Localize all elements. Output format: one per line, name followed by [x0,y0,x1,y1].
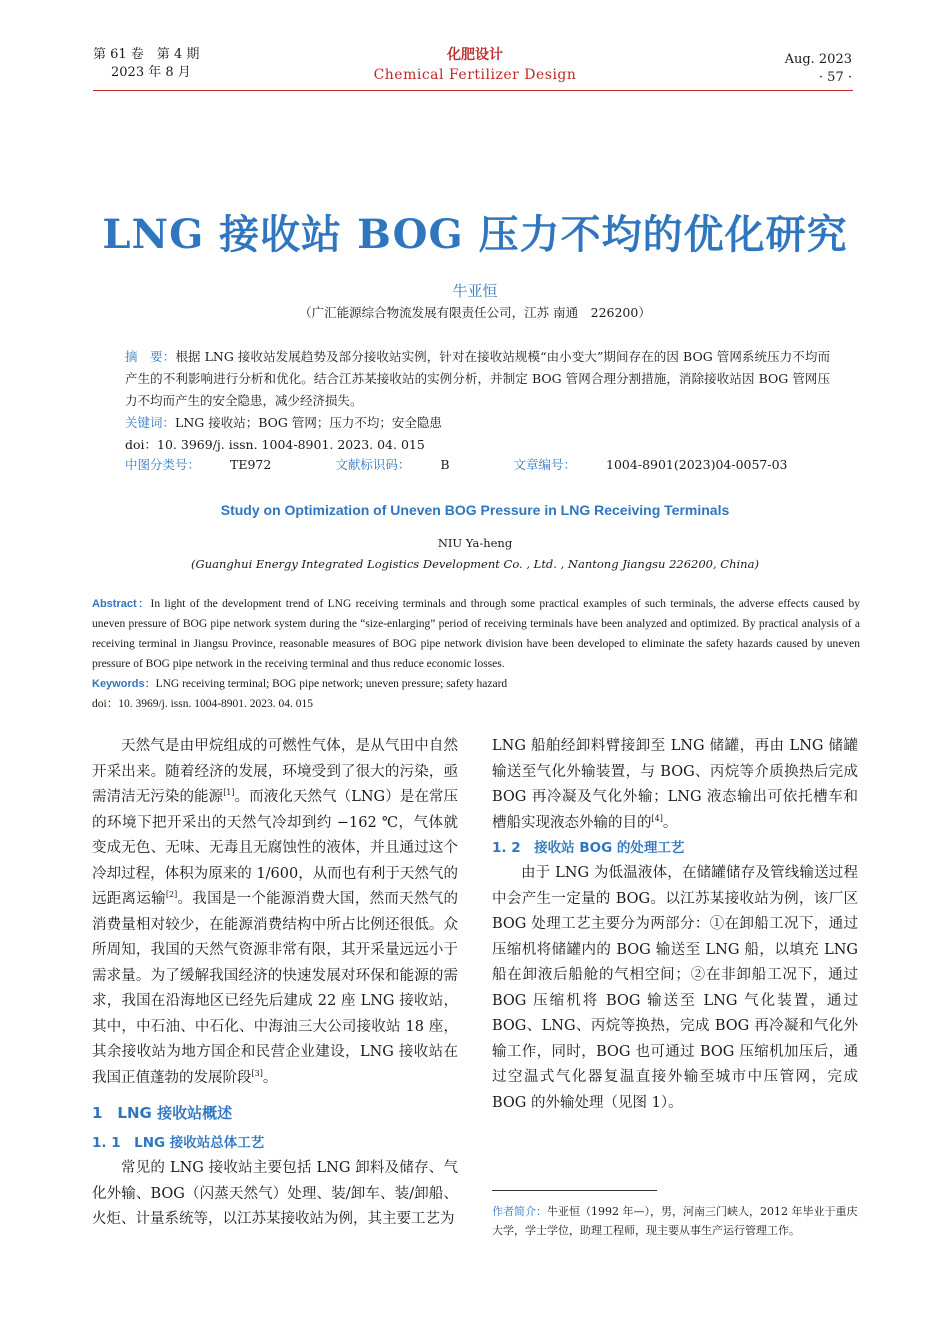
keywords-en-label: Keywords： [92,678,156,690]
classification-row [125,455,848,473]
section-1-heading: 1 LNG 接收站概述 [92,1104,233,1122]
section-1-2-heading: 1. 2 接收站 BOG 的处理工艺 [492,840,685,856]
section-1-1-continued [492,734,858,836]
clc-value: TE972 [230,457,272,472]
abstract-en-body [92,594,860,674]
page-number: · 57 · [818,70,852,85]
author-footnote [492,1202,858,1240]
abstract-label: 摘 要： [125,349,176,364]
document-code [335,457,479,472]
citation-4: [4] [651,813,663,823]
header-divider [93,90,853,91]
section-1-1-heading: 1. 1 LNG 接收站总体工艺 [92,1135,265,1151]
abstract-cn-body [125,346,830,412]
paper-title: LNG 接收站 BOG 压力不均的优化研究 [102,211,848,258]
issue-date: 2023 年 8 月 [111,65,191,80]
keywords-en [92,674,860,694]
citation-2: [2] [165,890,178,900]
abstract-en [92,594,860,714]
author-affiliation-en: (Guanghui Energy Integrated Logistics Development Co. , Ltd. , Nantong Jiangsu 226200, China) [191,557,759,571]
section-1-1-text: 常见的 LNG 接收站主要包括 LNG 卸料及储存、气化外输、BOG（闪蒸天然气）处理、装/卸车、装/卸船、火炬、计量系统等，以江苏某接收站为例，其主要工艺为 [92,1160,458,1227]
document-code-label: 文献标识码： [335,457,411,472]
document-code-value: B [440,457,450,472]
footnote-text: 牛亚恒（1992 年—），男，河南三门峡人，2012 年毕业于重庆大学，学士学位，助理工程师，现主要从事生产运行管理工作。 [492,1205,858,1237]
keywords-label: 关键词： [125,415,176,430]
article-number-value: 1004-8901(2023)04-0057-03 [606,457,788,472]
volume-issue: 第 61 卷 第 4 期 [93,47,200,62]
journal-name-cn: 化肥设计 [447,47,503,63]
clc-number [125,457,301,472]
section-1-2-paragraph: 由于 LNG 为低温液体，在储罐储存及管线输送过程中会产生一定量的 BOG。以江苏某接收站为例，该厂区 BOG 处理工艺主要分为两部分：①在卸船工况下，通过压缩机将储罐内的 BOG 输送至 LNG 船，以填充 LNG 船在卸液后船舱的气相空间；②在非卸船工况下，通过 BOG 压缩机将 BOG 输送至 LNG 气化装置，通过 BOG、LNG、丙烷等换热，完成 BOG 再冷凝和气化外输工作，同时，BOG 也可通过 BOG 压缩机加压后，通过空温式气化器复温直接外输至城市中压管网，完成 BOG 的外输处理（见图 1）。 [492,865,858,1111]
abstract-cn [125,346,830,456]
abstract-en-label: Abstract： [92,598,151,610]
footnote-label: 作者简介： [492,1205,547,1218]
citation-3: [3] [251,1068,263,1078]
intro-paragraph [92,734,458,1091]
footnote-divider [492,1190,657,1191]
abstract-en-text: In light of the development trend of LNG receiving terminals and through some practical examples of such terminals, the adverse effects caused by uneven pressure of BOG pipe network system during the “size-enlarging” period of receiving terminals have been analyzed and optimized. By practical analysis of a receiving terminal in Jiangsu Province, reasonable measures of BOG pipe network division have been developed to eliminate the safety hazards caused by uneven pressure of BOG pipe network in the receiving terminal and thus reduce economic losses. [92,598,860,670]
author-name: 牛亚恒 [452,282,498,300]
abstract-text: 根据 LNG 接收站发展趋势及部分接收站实例，针对在接收站规模“由小变大”期间存在的因 BOG 管网系统压力不均而产生的不利影响进行分析和优化。结合江苏某接收站的实例分析，并制定 BOG 管网合理分割措施，消除接收站因 BOG 管网压力不均而产生的安全隐患，减少经济损失。 [125,349,830,408]
keywords-text: LNG 接收站；BOG 管网；压力不均；安全隐患 [175,415,442,430]
citation-1: [1] [223,788,235,798]
intro-text-4: 。 [262,1069,278,1086]
issue-date-en: Aug. 2023 [784,52,852,67]
body-column-left [92,734,458,1233]
body-column-right [492,734,858,1116]
article-number-label: 文章编号： [513,457,577,472]
keywords-en-text: LNG receiving terminal; BOG pipe network; uneven pressure; safety hazard [155,678,508,690]
author-name-en: NIU Ya-heng [437,536,513,550]
doi-cn: doi：10. 3969/j. issn. 1004-8901. 2023. 04. 015 [125,437,425,452]
intro-text-2: 。而液化天然气（LNG）是在常压的环境下把开采出的天然气冷却到约 −162 ℃，气体就变成无色、无味、无毒且无腐蚀性的液体，并且通过这个冷却过程，体积为原来的 1/600，从而也有利于天然气的远距离运输 [92,789,458,907]
intro-text-1: 天然气是由甲烷组成的可燃性气体，是从气田中自然开采出来。随着经济的发展，环境受到了很大的污染，亟需清洁无污染的能源 [92,738,458,805]
section-1-1-text-continued: LNG 船舶经卸料臂接卸至 LNG 储罐，再由 LNG 储罐输送至气化外输装置，与 BOG、丙烷等介质换热后完成 BOG 再冷凝及气化外输；LNG 液态输出可依托槽车和槽船实现液态外输的目的 [492,738,858,831]
keywords-cn [125,412,830,434]
doi-en: doi：10. 3969/j. issn. 1004-8901. 2023. 04. 015 [92,698,314,710]
article-number [514,457,818,472]
journal-name-en: Chemical Fertilizer Design [373,67,577,83]
intro-text-3: 。我国是一个能源消费大国，然而天然气的消费量相对较少，在能源消费结构中所占比例还很低。众所周知，我国的天然气资源非常有限，其开采量远远小于需求量。为了缓解我国经济的快速发展对环保和能源的需求，我国在沿海地区已经先后建成 22 座 LNG 接收站，其中，中石油、中石化、中海油三大公司接收站 18 座，其余接收站为地方国企和民营企业建设，LNG 接收站在我国正值蓬勃的发展阶段 [92,891,459,1086]
paper-title-en: Study on Optimization of Uneven BOG Pressure in LNG Receiving Terminals [220,502,730,518]
section-1-1-paragraph [92,1156,458,1233]
issue-info-en [785,51,852,87]
clc-label: 中图分类号： [125,457,201,472]
author-affiliation: （广汇能源综合物流发展有限责任公司，江苏 南通 226200） [299,305,651,320]
section-1-1-end: 。 [662,814,678,831]
